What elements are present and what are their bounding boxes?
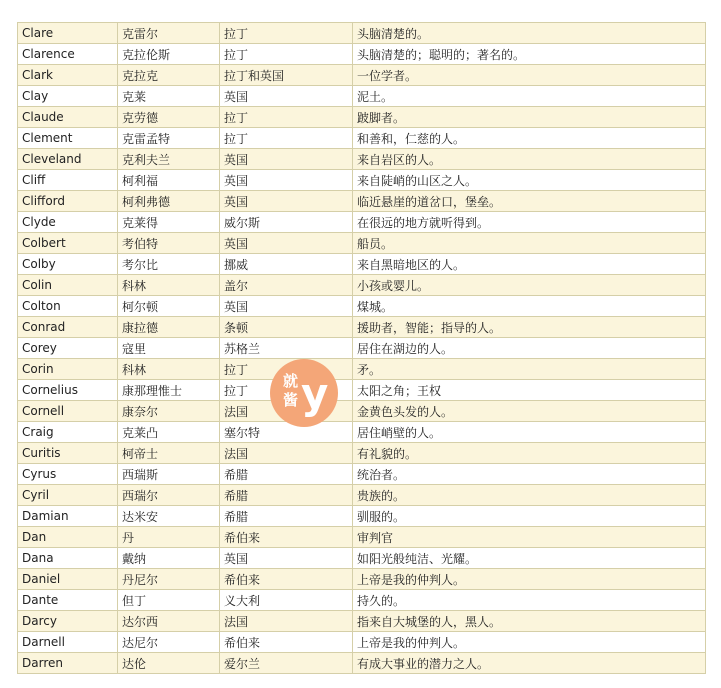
table-row bbox=[18, 128, 706, 149]
table-row bbox=[18, 485, 706, 506]
english-name-cell: Cyrus bbox=[18, 464, 118, 485]
table-row bbox=[18, 632, 706, 653]
origin-cell: 爱尔兰 bbox=[220, 653, 353, 674]
origin-cell: 义大利 bbox=[220, 590, 353, 611]
table-row bbox=[18, 506, 706, 527]
english-name-cell: Daniel bbox=[18, 569, 118, 590]
origin-cell: 拉丁 bbox=[220, 359, 353, 380]
meaning-cell: 来自黑暗地区的人。 bbox=[353, 254, 706, 275]
origin-cell: 英国 bbox=[220, 296, 353, 317]
chinese-name-cell: 西瑞斯 bbox=[118, 464, 220, 485]
table-row bbox=[18, 443, 706, 464]
table-row bbox=[18, 191, 706, 212]
origin-cell: 拉丁 bbox=[220, 44, 353, 65]
english-name-cell: Clement bbox=[18, 128, 118, 149]
english-name-cell: Dana bbox=[18, 548, 118, 569]
origin-cell: 挪威 bbox=[220, 254, 353, 275]
origin-cell: 盖尔 bbox=[220, 275, 353, 296]
origin-cell: 拉丁 bbox=[220, 128, 353, 149]
origin-cell: 英国 bbox=[220, 191, 353, 212]
meaning-cell: 跛脚者。 bbox=[353, 107, 706, 128]
chinese-name-cell: 戴纳 bbox=[118, 548, 220, 569]
table-row bbox=[18, 653, 706, 674]
table-row bbox=[18, 611, 706, 632]
origin-cell: 希伯来 bbox=[220, 632, 353, 653]
meaning-cell: 上帝是我的仲判人。 bbox=[353, 569, 706, 590]
origin-cell: 拉丁 bbox=[220, 23, 353, 44]
english-name-cell: Corey bbox=[18, 338, 118, 359]
origin-cell: 拉丁 bbox=[220, 107, 353, 128]
meaning-cell: 居住峭壁的人。 bbox=[353, 422, 706, 443]
chinese-name-cell: 克拉克 bbox=[118, 65, 220, 86]
english-name-cell: Dan bbox=[18, 527, 118, 548]
meaning-cell: 有成大事业的潜力之人。 bbox=[353, 653, 706, 674]
table-row bbox=[18, 380, 706, 401]
chinese-name-cell: 丹尼尔 bbox=[118, 569, 220, 590]
english-name-cell: Clyde bbox=[18, 212, 118, 233]
table-row bbox=[18, 401, 706, 422]
origin-cell: 希伯来 bbox=[220, 569, 353, 590]
table-row bbox=[18, 23, 706, 44]
meaning-cell: 来自岩区的人。 bbox=[353, 149, 706, 170]
table-row bbox=[18, 254, 706, 275]
origin-cell: 法国 bbox=[220, 611, 353, 632]
chinese-name-cell: 科林 bbox=[118, 275, 220, 296]
english-name-cell: Dante bbox=[18, 590, 118, 611]
english-name-cell: Cornelius bbox=[18, 380, 118, 401]
chinese-name-cell: 康拉德 bbox=[118, 317, 220, 338]
names-table-body bbox=[18, 23, 706, 674]
chinese-name-cell: 考尔比 bbox=[118, 254, 220, 275]
origin-cell: 法国 bbox=[220, 443, 353, 464]
meaning-cell: 泥土。 bbox=[353, 86, 706, 107]
table-row bbox=[18, 170, 706, 191]
meaning-cell: 头脑清楚的；聪明的；著名的。 bbox=[353, 44, 706, 65]
english-name-cell: Corin bbox=[18, 359, 118, 380]
origin-cell: 英国 bbox=[220, 233, 353, 254]
table-row bbox=[18, 527, 706, 548]
meaning-cell: 和善和，仁慈的人。 bbox=[353, 128, 706, 149]
meaning-cell: 太阳之角；王权 bbox=[353, 380, 706, 401]
chinese-name-cell: 达米安 bbox=[118, 506, 220, 527]
english-name-cell: Colton bbox=[18, 296, 118, 317]
origin-cell: 希伯来 bbox=[220, 527, 353, 548]
chinese-name-cell: 达尼尔 bbox=[118, 632, 220, 653]
english-name-cell: Cyril bbox=[18, 485, 118, 506]
meaning-cell: 头脑清楚的。 bbox=[353, 23, 706, 44]
meaning-cell: 援助者，智能；指导的人。 bbox=[353, 317, 706, 338]
english-name-cell: Cleveland bbox=[18, 149, 118, 170]
chinese-name-cell: 克莱得 bbox=[118, 212, 220, 233]
table-row bbox=[18, 65, 706, 86]
english-name-cell: Damian bbox=[18, 506, 118, 527]
meaning-cell: 驯服的。 bbox=[353, 506, 706, 527]
table-row bbox=[18, 422, 706, 443]
english-name-cell: Darnell bbox=[18, 632, 118, 653]
english-name-cell: Cornell bbox=[18, 401, 118, 422]
chinese-name-cell: 丹 bbox=[118, 527, 220, 548]
meaning-cell: 来自陡峭的山区之人。 bbox=[353, 170, 706, 191]
table-row bbox=[18, 212, 706, 233]
table-row bbox=[18, 590, 706, 611]
watermark-letter: y bbox=[301, 369, 329, 418]
origin-cell: 希腊 bbox=[220, 464, 353, 485]
chinese-name-cell: 克利夫兰 bbox=[118, 149, 220, 170]
origin-cell: 塞尔特 bbox=[220, 422, 353, 443]
english-name-cell: Darcy bbox=[18, 611, 118, 632]
meaning-cell: 贵族的。 bbox=[353, 485, 706, 506]
english-name-cell: Clifford bbox=[18, 191, 118, 212]
english-name-cell: Craig bbox=[18, 422, 118, 443]
chinese-name-cell: 康那理惟士 bbox=[118, 380, 220, 401]
chinese-name-cell: 康奈尔 bbox=[118, 401, 220, 422]
table-row bbox=[18, 359, 706, 380]
watermark-logo bbox=[269, 358, 339, 428]
table-row bbox=[18, 569, 706, 590]
chinese-name-cell: 克劳德 bbox=[118, 107, 220, 128]
meaning-cell: 金黄色头发的人。 bbox=[353, 401, 706, 422]
table-row bbox=[18, 107, 706, 128]
meaning-cell: 指来自大城堡的人，黑人。 bbox=[353, 611, 706, 632]
meaning-cell: 临近悬崖的道岔口，堡垒。 bbox=[353, 191, 706, 212]
chinese-name-cell: 克拉伦斯 bbox=[118, 44, 220, 65]
meaning-cell: 上帝是我的仲判人。 bbox=[353, 632, 706, 653]
chinese-name-cell: 寇里 bbox=[118, 338, 220, 359]
table-row bbox=[18, 464, 706, 485]
chinese-name-cell: 达尔西 bbox=[118, 611, 220, 632]
table-row bbox=[18, 275, 706, 296]
chinese-name-cell: 柯帝士 bbox=[118, 443, 220, 464]
chinese-name-cell: 柯利福 bbox=[118, 170, 220, 191]
chinese-name-cell: 但丁 bbox=[118, 590, 220, 611]
english-name-cell: Conrad bbox=[18, 317, 118, 338]
chinese-name-cell: 克莱 bbox=[118, 86, 220, 107]
meaning-cell: 有礼貌的。 bbox=[353, 443, 706, 464]
chinese-name-cell: 柯尔顿 bbox=[118, 296, 220, 317]
meaning-cell: 一位学者。 bbox=[353, 65, 706, 86]
english-name-cell: Cliff bbox=[18, 170, 118, 191]
meaning-cell: 在很远的地方就听得到。 bbox=[353, 212, 706, 233]
chinese-name-cell: 克雷尔 bbox=[118, 23, 220, 44]
meaning-cell: 审判官 bbox=[353, 527, 706, 548]
english-name-cell: Clarence bbox=[18, 44, 118, 65]
origin-cell: 英国 bbox=[220, 86, 353, 107]
names-table bbox=[17, 22, 706, 674]
chinese-name-cell: 西瑞尔 bbox=[118, 485, 220, 506]
table-row bbox=[18, 296, 706, 317]
origin-cell: 拉丁和英国 bbox=[220, 65, 353, 86]
origin-cell: 希腊 bbox=[220, 485, 353, 506]
table-row bbox=[18, 338, 706, 359]
english-name-cell: Darren bbox=[18, 653, 118, 674]
english-name-cell: Curitis bbox=[18, 443, 118, 464]
chinese-name-cell: 达伦 bbox=[118, 653, 220, 674]
origin-cell: 威尔斯 bbox=[220, 212, 353, 233]
english-name-cell: Clare bbox=[18, 23, 118, 44]
chinese-name-cell: 考伯特 bbox=[118, 233, 220, 254]
chinese-name-cell: 克莱凸 bbox=[118, 422, 220, 443]
origin-cell: 英国 bbox=[220, 548, 353, 569]
meaning-cell: 矛。 bbox=[353, 359, 706, 380]
origin-cell: 苏格兰 bbox=[220, 338, 353, 359]
english-name-cell: Colin bbox=[18, 275, 118, 296]
table-row bbox=[18, 86, 706, 107]
table-row bbox=[18, 44, 706, 65]
origin-cell: 英国 bbox=[220, 149, 353, 170]
meaning-cell: 如阳光般纯洁、光耀。 bbox=[353, 548, 706, 569]
origin-cell: 英国 bbox=[220, 170, 353, 191]
chinese-name-cell: 克雷孟特 bbox=[118, 128, 220, 149]
english-name-cell: Colbert bbox=[18, 233, 118, 254]
origin-cell: 拉丁 bbox=[220, 380, 353, 401]
english-name-cell: Claude bbox=[18, 107, 118, 128]
meaning-cell: 居住在湖边的人。 bbox=[353, 338, 706, 359]
origin-cell: 条顿 bbox=[220, 317, 353, 338]
watermark-char-2: 酱 bbox=[283, 391, 299, 409]
watermark-char-1: 就 bbox=[283, 372, 299, 390]
meaning-cell: 持久的。 bbox=[353, 590, 706, 611]
english-name-cell: Clay bbox=[18, 86, 118, 107]
table-row bbox=[18, 317, 706, 338]
origin-cell: 希腊 bbox=[220, 506, 353, 527]
origin-cell: 法国 bbox=[220, 401, 353, 422]
table-row bbox=[18, 233, 706, 254]
table-row bbox=[18, 149, 706, 170]
meaning-cell: 煤城。 bbox=[353, 296, 706, 317]
table-row bbox=[18, 548, 706, 569]
chinese-name-cell: 科林 bbox=[118, 359, 220, 380]
meaning-cell: 船员。 bbox=[353, 233, 706, 254]
meaning-cell: 小孩或婴儿。 bbox=[353, 275, 706, 296]
chinese-name-cell: 柯利弗德 bbox=[118, 191, 220, 212]
meaning-cell: 统治者。 bbox=[353, 464, 706, 485]
names-table-container bbox=[17, 22, 705, 674]
english-name-cell: Clark bbox=[18, 65, 118, 86]
english-name-cell: Colby bbox=[18, 254, 118, 275]
